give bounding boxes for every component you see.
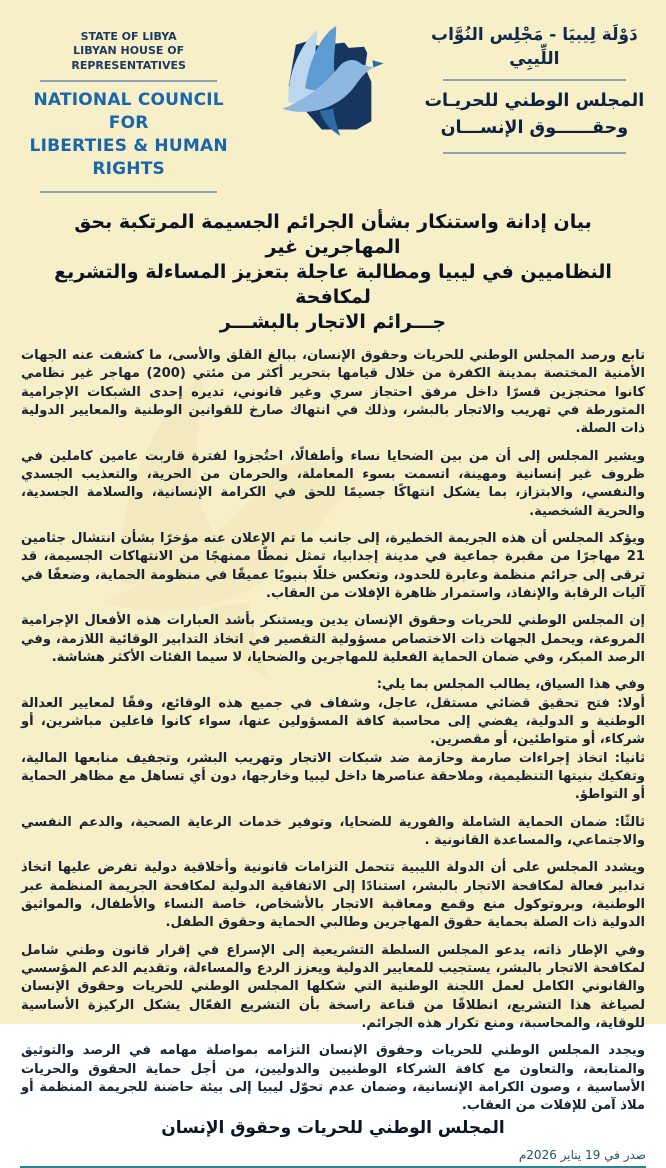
demands-intro: وفي هذا السياق، يطالب المجلس بما يلي: xyxy=(376,677,645,693)
national-council-line1: NATIONAL COUNCIL FOR xyxy=(33,89,224,133)
title-line3: جـــرائم الاتجار بالبشـــر xyxy=(219,310,447,333)
paragraph-condemnation: إن المجلس الوطني للحريات وحقوق الإنسان يدين ويستنكر بأشد العبارات هذه الأفعال الإجرامية المروعة، ويحمل الجهات ذات الاختصاص مسؤولية التقصير في اتخاذ التدابير الوقائية اللازمة، وفي الرصد المبكر، وفي ضمان الحماية الفعلية للمهاجرين والضحايا، لا سيما الفئات الأكثر هشاشة. xyxy=(21,613,645,665)
title-line2: النظاميين في ليبيا ومطالبة عاجلة بتعزيز المساءلة والتشريع لمكافحة xyxy=(54,260,612,308)
logo-container xyxy=(241,22,418,146)
libya-map-dove-logo-icon xyxy=(255,22,405,146)
state-of-libya-label: STATE OF LIBYA xyxy=(80,30,177,43)
paragraph-mass-grave: ويؤكد المجلس أن هذه الجريمة الخطيرة، إلى جانب ما تم الإعلان عنه مؤخرًا بشأن انتشال جثامين 21 مهاجرًا من مقبرة جماعية في مدينة إجدابيا، تمثل نمطًا ممنهجًا من الانتهاكات الجسيمة، قد ترقى إلى جرائم منظمة وعابرة للحدود، وتعكس خللًا بنيويًا عميقًا في منظومة الحماية، وضعفًا في آليات الرقابة والإنفاذ، واستمرار ظاهرة الإفلات من العقاب. xyxy=(21,530,645,601)
arabic-council-line2: وحقــــــوق الإنســـان xyxy=(440,117,629,138)
statement-title xyxy=(28,210,638,335)
paragraph-victims: ويشير المجلس إلى أن من بين الضحايا نساء وأطفالًا، احتُجزوا لفترة قاربت عامين كاملين في ظروف غير إنسانية ومهينة، اتسمت بسوء المعاملة، والحرمان من الحرية، والتعذيب الجسدي والنفسي، والابتزاز، بما يشكل انتهاكًا جسيمًا للحق في الكرامة الإنسانية، والسلامة الجسدية، والحرية الشخصية. xyxy=(21,448,645,519)
house-of-representatives-label: LIBYAN HOUSE OF REPRESENTATIVES xyxy=(71,44,186,72)
title-line1: بيان إدانة واستنكار بشأن الجرائم الجسيمة المرتكبة بحق المهاجرين غير xyxy=(74,210,592,258)
paragraph-legislation: وفي الإطار ذاته، يدعو المجلس السلطة التشريعية إلى الإسراع في إقرار قانون وطني شامل لمكافحة الاتجار بالبشر، يستجيب للمعايير الدولية ويعزز الردع والمساءلة، وتقديم الدعم المؤسسي والقانوني الكامل لعمل اللجنة الوطنية التي شكلها المجلس الوطني للحريات وحقوق الإنسان لصياغة هذا التشريع، انطلاقًا من قناعة راسخة بأن التشريع الفعّال يشكل الركيزة الأساسية للوقاية، والمحاسبة، ومنع تكرار هذه الجرائم. xyxy=(21,942,645,1031)
demand-second: ثانيا: اتخاذ إجراءات صارمة وحازمة ضد شبكات الاتجار وتهريب البشر، وتجفيف منابعها المالية، وتفكيك بنيتها التنظيمية، وملاحقة عناصرها داخل ليبيا وخارجها، دون أي تساهل مع مظاهر الحماية أو التواطؤ. xyxy=(21,750,645,803)
national-council-line2: LIBERTIES & HUMAN RIGHTS xyxy=(29,135,228,179)
divider xyxy=(443,152,626,154)
letterhead-english xyxy=(16,22,241,200)
demand-third: ثالثًا: ضمان الحماية الشاملة والفورية للضحايا، وتوفير خدمات الرعاية الصحية، والدعم النفسي والاجتماعي، والمساعدة القانونية . xyxy=(21,814,645,848)
paragraph-monitoring: تابع ورصد المجلس الوطني للحريات وحقوق الإنسان، ببالغ القلق والأسى، ما كشفت عنه الجهات الأمنية المختصة بمدينة الكفرة من خلال قيامها بتحرير أكثر من مئتي (200) مهاجر غير نظامي كانوا محتجزين قسرًا داخل مرفق احتجاز سري وغير قانوني، تديره إحدى الشبكات الإجرامية المتورطة في تهريب والاتجار بالبشر، وذلك في انتهاك صارخ للقوانين الوطنية والمعايير الدولية ذات الصلة. xyxy=(21,348,645,437)
paragraph-commitment: ويجدد المجلس الوطني للحريات وحقوق الإنسان التزامه بمواصلة مهامه في الرصد والتوثيق والمتابعة، والتعاون مع كافة الشركاء الوطنيين والدوليين، من أجل حماية الحقوق والحريات الأساسية ، وصون الكرامة الإنسانية، وضمان عدم تحوّل ليبيا إلى بيئة حاضنة للجريمة المنظمة أو ملاذ آمن للإفلات من العقاب. xyxy=(21,1043,645,1114)
signature-council-name: المجلس الوطني للحريات وحقوق الإنسان xyxy=(161,1117,505,1138)
divider xyxy=(443,79,626,81)
divider xyxy=(40,191,217,193)
letterhead xyxy=(0,0,666,200)
issued-date: صدر في 19 يناير 2026م xyxy=(20,1148,646,1168)
arabic-council-line1: المجلس الوطني للحريـات xyxy=(424,90,645,111)
divider xyxy=(40,80,217,82)
statement-body xyxy=(0,343,666,1115)
demand-first: أولا: فتح تحقيق قضائي مستقل، عاجل، وشفاف في جميع هذه الوقائع، وفقًا لمعايير العدالة الوطنية و الدولية، يفضي إلى محاسبة كافة المسؤولين عنها، سواء كانوا فاعلين مباشرين، أو شركاء، أو متواطئين، أو مقصرين. xyxy=(21,695,645,748)
arabic-state-calligraphy: دَوْلَة لِيبيَا - مَجْلِس النُوَّاب اللِّيبِي xyxy=(430,25,638,69)
letterhead-arabic xyxy=(419,22,650,161)
paragraph-obligations: ويشدد المجلس على أن الدولة الليبية تتحمل التزامات قانونية وأخلاقية دولية تفرض عليها اتخاذ تدابير فعالة لمكافحة الاتجار بالبشر، استنادًا إلى الاتفاقية الدولية لمكافحة الجريمة المنظمة عبر الوطنية، وبروتوكول منع وقمع ومعاقبة الاتجار بالأشخاص، خاصة النساء والأطفال، والمواثيق الدولية ذات الصلة بحماية حقوق المهاجرين وطالبي الحماية وحقوق الطفل. xyxy=(21,860,645,931)
